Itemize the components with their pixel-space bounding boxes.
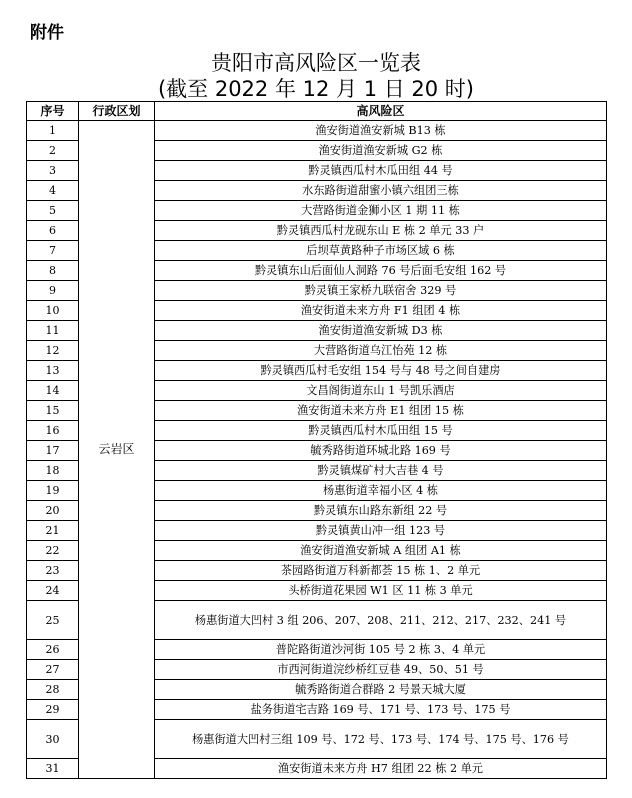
row-number: 21 bbox=[27, 521, 79, 541]
row-number: 16 bbox=[27, 421, 79, 441]
risk-area-cell: 黔灵镇黄山冲一组 123 号 bbox=[155, 521, 607, 541]
row-number: 2 bbox=[27, 141, 79, 161]
risk-area-cell: 后坝草黄路种子市场区域 6 栋 bbox=[155, 241, 607, 261]
row-number: 24 bbox=[27, 581, 79, 601]
row-number: 28 bbox=[27, 680, 79, 700]
risk-area-cell: 黔灵镇东山路东新组 22 号 bbox=[155, 501, 607, 521]
column-header-district: 行政区划 bbox=[79, 102, 155, 121]
row-number: 15 bbox=[27, 401, 79, 421]
row-number: 3 bbox=[27, 161, 79, 181]
risk-area-cell: 渔安街道渔安新城 G2 栋 bbox=[155, 141, 607, 161]
risk-area-cell: 杨惠街道大凹村 3 组 206、207、208、211、212、217、232、241 号 bbox=[155, 601, 607, 640]
row-number: 11 bbox=[27, 321, 79, 341]
table-row bbox=[27, 121, 607, 141]
row-number: 14 bbox=[27, 381, 79, 401]
table-header-row bbox=[27, 102, 607, 121]
page-title: 贵阳市高风险区一览表 bbox=[211, 51, 421, 75]
row-number: 29 bbox=[27, 700, 79, 720]
risk-area-cell: 普陀路街道沙河街 105 号 2 栋 3、4 单元 bbox=[155, 640, 607, 660]
risk-area-cell: 茶园路街道万科新都荟 15 栋 1、2 单元 bbox=[155, 561, 607, 581]
risk-area-cell: 杨惠街道大凹村三组 109 号、172 号、173 号、174 号、175 号、176 号 bbox=[155, 720, 607, 759]
risk-area-cell: 盐务街道宅吉路 169 号、171 号、173 号、175 号 bbox=[155, 700, 607, 720]
row-number: 7 bbox=[27, 241, 79, 261]
risk-area-cell: 渔安街道渔安新城 A 组团 A1 栋 bbox=[155, 541, 607, 561]
row-number: 6 bbox=[27, 221, 79, 241]
page-subtitle: (截至 2022 年 12 月 1 日 20 时) bbox=[157, 77, 475, 101]
risk-area-cell: 黔灵镇王家桥九联宿舍 329 号 bbox=[155, 281, 607, 301]
risk-area-cell: 黔灵镇西瓜村木瓜田组 15 号 bbox=[155, 421, 607, 441]
risk-area-cell: 渔安街道未来方舟 E1 组团 15 栋 bbox=[155, 401, 607, 421]
row-number: 13 bbox=[27, 361, 79, 381]
column-header-number: 序号 bbox=[27, 102, 79, 121]
row-number: 5 bbox=[27, 201, 79, 221]
row-number: 30 bbox=[27, 720, 79, 759]
risk-area-cell: 大营路街道金狮小区 1 期 11 栋 bbox=[155, 201, 607, 221]
risk-area-cell: 文昌阁街道东山 1 号凯乐酒店 bbox=[155, 381, 607, 401]
risk-area-cell: 水东路街道甜蜜小镇六组团三栋 bbox=[155, 181, 607, 201]
risk-area-cell: 杨惠街道幸福小区 4 栋 bbox=[155, 481, 607, 501]
row-number: 17 bbox=[27, 441, 79, 461]
row-number: 10 bbox=[27, 301, 79, 321]
risk-area-cell: 渔安街道未来方舟 H7 组团 22 栋 2 单元 bbox=[155, 759, 607, 779]
row-number: 27 bbox=[27, 660, 79, 680]
risk-area-cell: 头桥街道花果园 W1 区 11 栋 3 单元 bbox=[155, 581, 607, 601]
risk-area-cell: 黔灵镇西瓜村木瓜田组 44 号 bbox=[155, 161, 607, 181]
risk-area-cell: 渔安街道未来方舟 F1 组团 4 栋 bbox=[155, 301, 607, 321]
risk-area-cell: 渔安街道渔安新城 B13 栋 bbox=[155, 121, 607, 141]
row-number: 12 bbox=[27, 341, 79, 361]
risk-area-cell: 黔灵镇西瓜村龙砚东山 E 栋 2 单元 33 户 bbox=[155, 221, 607, 241]
risk-area-cell: 黔灵镇煤矿村大吉巷 4 号 bbox=[155, 461, 607, 481]
row-number: 4 bbox=[27, 181, 79, 201]
risk-area-cell: 黔灵镇西瓜村毛安组 154 号与 48 号之间自建房 bbox=[155, 361, 607, 381]
row-number: 8 bbox=[27, 261, 79, 281]
attachment-label: 附件 bbox=[30, 23, 64, 43]
risk-area-cell: 市西河街道浣纱桥红豆巷 49、50、51 号 bbox=[155, 660, 607, 680]
row-number: 31 bbox=[27, 759, 79, 779]
risk-area-cell: 毓秀路街道合群路 2 号景天城大厦 bbox=[155, 680, 607, 700]
row-number: 1 bbox=[27, 121, 79, 141]
row-number: 26 bbox=[27, 640, 79, 660]
high-risk-table bbox=[26, 101, 607, 779]
row-number: 9 bbox=[27, 281, 79, 301]
table-body bbox=[27, 121, 607, 779]
risk-area-cell: 毓秀路街道环城北路 169 号 bbox=[155, 441, 607, 461]
column-header-area: 高风险区 bbox=[155, 102, 607, 121]
row-number: 25 bbox=[27, 601, 79, 640]
row-number: 23 bbox=[27, 561, 79, 581]
row-number: 18 bbox=[27, 461, 79, 481]
risk-area-cell: 黔灵镇东山后面仙人洞路 76 号后面毛安组 162 号 bbox=[155, 261, 607, 281]
risk-area-cell: 大营路街道乌江怡苑 12 栋 bbox=[155, 341, 607, 361]
row-number: 20 bbox=[27, 501, 79, 521]
row-number: 19 bbox=[27, 481, 79, 501]
district-cell: 云岩区 bbox=[79, 121, 155, 779]
row-number: 22 bbox=[27, 541, 79, 561]
risk-area-cell: 渔安街道渔安新城 D3 栋 bbox=[155, 321, 607, 341]
